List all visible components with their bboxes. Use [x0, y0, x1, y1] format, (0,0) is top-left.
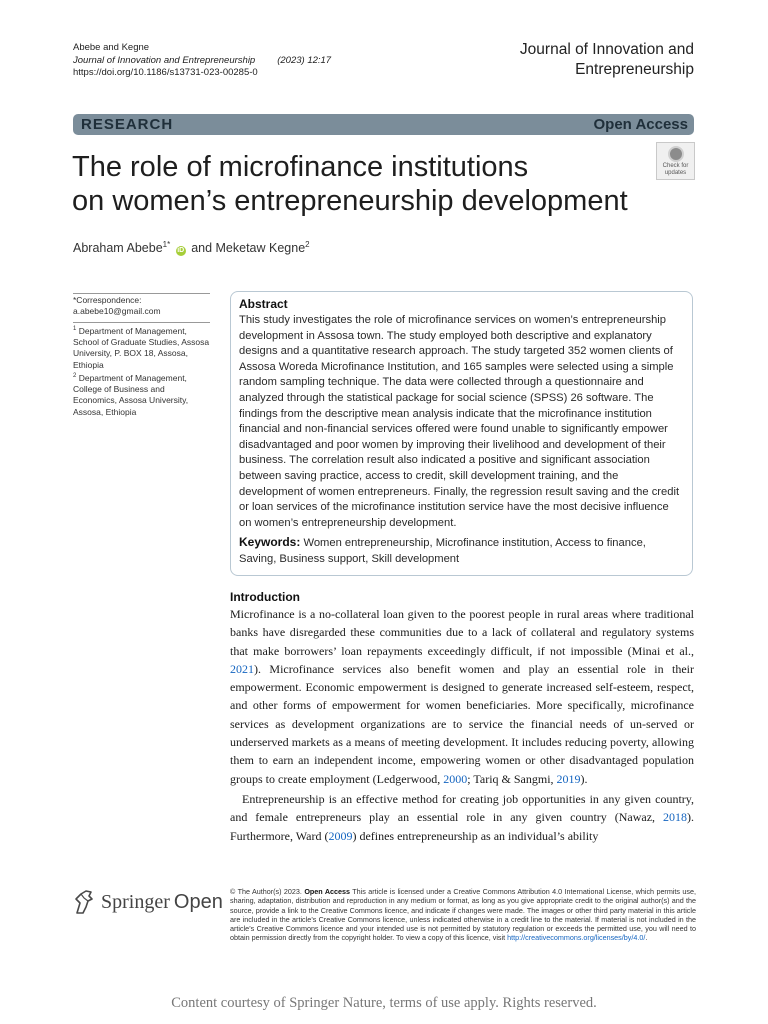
header-authors: Abebe and Kegne: [73, 42, 150, 53]
abstract-text: This study investigates the role of microfinance services on women’s entrepreneurship development in Assosa town. The study employed both descriptive and explanatory designs and a quantitative research approach. The study targeted 352 women clients of Assosa Woreda Microfinance Institution, and 165 samples were selected using a simple random sampling technique. The data were collected through a questionnaire and analyzed through the statistical package for social science (SPSS) 26 software. The findings from the descriptive mean analysis indicate that the microfinance institution financial and non-financial services offered were found unable to significantly empower disadvantaged and poor women by improving their livelihood and development of their business. The correlation result also indicated a positive and significant association between saving practice, access to credit, skill development training, and the development of women entrepreneurs. Finally, the regression result saving and the credit or loan services of the microfinance institution service have the most decisive influence on women’s entrepreneurship development.: [239, 314, 680, 529]
citation-link[interactable]: 2000: [443, 771, 468, 786]
intro-p2-text-a: Entrepreneurship is an effective method for creating job opportunities in any given country, and female entrepreneurs play an essential role in any given country (Nawaz,: [230, 791, 694, 825]
license-notice: [230, 887, 696, 943]
article-title-line2: on women’s entrepreneurship development: [72, 185, 628, 217]
article-title-line1: The role of microfinance institutions: [72, 151, 529, 183]
license-open-access: Open Access: [304, 887, 351, 896]
check-for-updates-line2: updates: [664, 169, 687, 176]
introduction-paragraph-2: [230, 790, 694, 845]
running-header: [73, 42, 331, 80]
keywords-label: Keywords:: [239, 535, 301, 550]
abstract-heading: Abstract: [239, 297, 288, 311]
intro-p1-text-d: ).: [580, 771, 588, 786]
open-wordmark: Open: [173, 890, 223, 913]
article-title: [72, 150, 652, 218]
introduction-heading: Introduction: [230, 590, 300, 604]
springer-horse-icon: [73, 889, 95, 915]
journal-name-line1: Journal of Innovation and: [519, 41, 694, 58]
affiliation-1: $^1$ Department of Management, School of Graduate Studies, Assosa University, P. BOX 18, Assosa, Ethiopia: [73, 325, 210, 370]
header-year-volume: (2023) 12:17: [277, 54, 332, 66]
intro-p1-text-c: ; Tariq & Sangmi,: [467, 771, 557, 786]
author-2-affiliation: 2: [305, 240, 310, 249]
intro-p2-text-c: ) defines entrepreneurship as an individual’s ability: [352, 828, 599, 843]
correspondence-label: *Correspondence:: [73, 295, 142, 305]
license-link[interactable]: http://creativecommons.org/licenses/by/4.0/: [507, 933, 646, 943]
abstract-box: [230, 291, 693, 576]
citation-link[interactable]: 2019: [556, 771, 581, 786]
author-2[interactable]: and Meketaw Kegne: [191, 241, 306, 256]
article-type-label: RESEARCH: [81, 116, 174, 133]
author-list: [73, 240, 310, 256]
author-1[interactable]: Abraham Abebe: [73, 241, 163, 256]
header-doi-link[interactable]: https://doi.org/10.1186/s13731-023-00285-0: [73, 67, 258, 78]
check-for-updates-icon: [668, 146, 684, 162]
header-journal: Journal of Innovation and Entrepreneurship: [73, 54, 256, 66]
license-copyright: © The Author(s) 2023.: [230, 887, 305, 896]
affiliations: [73, 322, 210, 418]
introduction-body: [230, 605, 694, 845]
correspondence-email[interactable]: a.abebe10@gmail.com: [73, 306, 161, 317]
citation-link[interactable]: 2009: [328, 828, 353, 843]
introduction-paragraph-1: [230, 605, 694, 788]
citation-link[interactable]: 2018: [663, 810, 687, 825]
keywords-list: Women entrepreneurship, Microfinance institution, Access to finance, Saving, Business support, Skill development: [239, 537, 646, 565]
open-access-label: Open Access: [593, 116, 688, 133]
license-text: This article is licensed under a Creative Commons Attribution 4.0 International License, which permits use, sharing, adaptation, distribution and reproduction in any medium or format, as long as you give appropriate credit to the original author(s) and the source, provide a link to the Creative Commons licence, and indicate if changes were made. The images or other third party material in this article are included in the article’s Creative Commons licence, unless indicated otherwise in a credit line to the material. If material is not included in the article’s Creative Commons licence and your intended use is not permitted by statutory regulation or exceeds the permitted use, you will need to obtain permission directly from the copyright holder. To view a copy of this licence, visit: [230, 887, 696, 943]
springer-open-logo[interactable]: [73, 887, 223, 917]
citation-link[interactable]: 2021: [230, 661, 254, 676]
journal-name: [520, 40, 694, 80]
footer-notice: Content courtesy of Springer Nature, terms of use apply. Rights reserved.: [0, 990, 768, 1024]
check-for-updates-line1: Check for: [662, 163, 689, 169]
orcid-icon[interactable]: iD: [177, 247, 185, 255]
affiliation-2-text: Department of Management, College of Business and Economics, Assosa University, Assosa, Ethiopia: [73, 372, 189, 417]
check-for-updates-button[interactable]: [656, 142, 695, 180]
intro-p1-text-b: ). Microfinance services also benefit women and play an essential role in their empowerment. Economic empowerment is designed to generate increased self-esteem, respect, and other forms of empowerment for women beneficiaries. More specifically, microfinance services as development organizations are to service the financial needs of un-served or underserved markets as a means of meeting development. It includes reducing poverty, allowing them to earn an independent income, empowering women or other disadvantaged population groups to create employment (Ledgerwood,: [230, 661, 694, 786]
intro-p1-text-a: Microfinance is a no-collateral loan given to the poorest people in rural areas where traditional banks have disregarded these communities due to a lack of collateral and regulatory systems that make borrowers’ loan repayments exceedingly difficult, if not impossible (Minai et al.,: [230, 607, 694, 658]
author-1-affiliation: 1*: [162, 240, 171, 249]
affiliation-2: $^2$ Department of Management, College of Business and Economics, Assosa University, Assosa, Ethiopia: [73, 372, 189, 417]
correspondence-note: [73, 293, 210, 318]
affiliation-1-text: Department of Management, School of Graduate Studies, Assosa University, P. BOX 18, Assosa, Ethiopia: [73, 325, 210, 370]
springer-wordmark: Springer: [101, 890, 170, 913]
license-suffix: .: [645, 933, 648, 943]
keywords: [239, 535, 684, 567]
journal-name-line2: Entrepreneurship: [575, 61, 694, 78]
article-type-banner: [73, 114, 694, 135]
intro-p2-text-b: ). Furthermore, Ward (: [230, 810, 694, 843]
